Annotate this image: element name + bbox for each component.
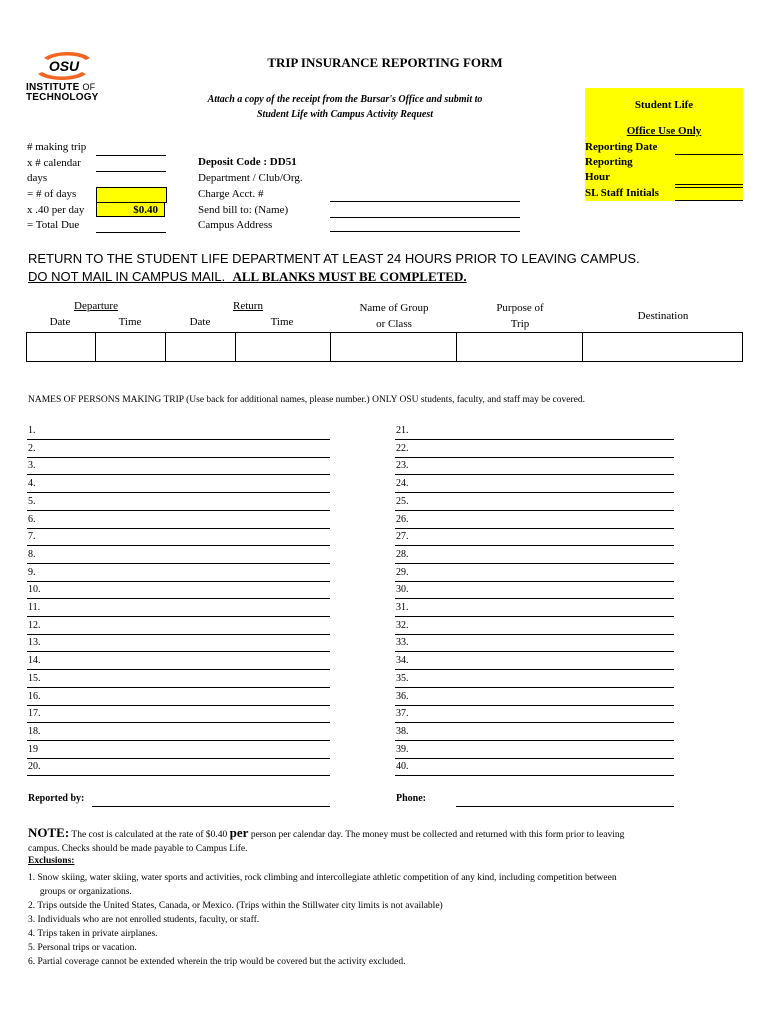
departure-date-header: Date xyxy=(49,316,71,328)
name-right-field[interactable] xyxy=(395,722,674,723)
office-box-title: Student Life xyxy=(634,99,694,111)
making-trip-label: # making trip xyxy=(27,141,87,153)
name-right-field[interactable] xyxy=(395,545,674,546)
name-right-field[interactable] xyxy=(395,457,674,458)
return-time-header: Time xyxy=(270,316,294,328)
exclusion-item: 4. Trips taken in private airplanes. xyxy=(28,929,158,939)
purpose-header-line2: Trip xyxy=(510,318,530,330)
name-right-number: 24. xyxy=(396,478,409,489)
name-right-field[interactable] xyxy=(395,510,674,511)
reported-by-field[interactable] xyxy=(92,806,330,807)
name-right-field[interactable] xyxy=(395,651,674,652)
charge-acct-field[interactable] xyxy=(330,201,520,202)
name-right-field[interactable] xyxy=(395,439,674,440)
hour-field-line2 xyxy=(675,187,743,188)
name-right-number: 29. xyxy=(396,567,409,578)
send-bill-label: Send bill to: (Name) xyxy=(198,204,289,216)
name-left-number: 17. xyxy=(28,708,41,719)
per-day-value: $0.40 xyxy=(96,202,165,217)
department-label: Department / Club/Org. xyxy=(198,172,303,184)
note-per: per xyxy=(229,825,249,840)
trip-table xyxy=(26,332,743,362)
exclusion-item: 5. Personal trips or vacation. xyxy=(28,943,137,953)
logo-line2: TECHNOLOGY xyxy=(26,92,99,103)
name-left-field[interactable] xyxy=(27,528,330,529)
note-text-c: campus. Checks should be made payable to Campus Life. xyxy=(28,844,248,854)
name-right-number: 40. xyxy=(396,761,409,772)
name-left-number: 10. xyxy=(28,584,41,595)
name-left-field[interactable] xyxy=(27,474,330,475)
name-left-number: 1. xyxy=(28,425,36,436)
subtitle-line1: Attach a copy of the receipt from the Bursar's Office and submit to xyxy=(207,94,483,105)
name-right-field[interactable] xyxy=(395,474,674,475)
cost-note xyxy=(28,826,740,856)
name-right-field[interactable] xyxy=(395,492,674,493)
all-blanks-text: ALL BLANKS MUST BE COMPLETED. xyxy=(232,269,467,284)
total-due-field[interactable] xyxy=(96,232,166,233)
reporting-label: Reporting xyxy=(585,156,633,168)
hour-field[interactable] xyxy=(675,184,743,185)
departure-date-cell[interactable] xyxy=(27,333,96,361)
exclusion-item: groups or organizations. xyxy=(28,887,132,897)
name-left-number: 14. xyxy=(28,655,41,666)
reported-by-label: Reported by: xyxy=(28,793,85,804)
phone-field[interactable] xyxy=(456,806,674,807)
name-right-field[interactable] xyxy=(395,581,674,582)
name-left-field[interactable] xyxy=(27,616,330,617)
calendar-label: x # calendar xyxy=(27,157,81,169)
name-right-number: 26. xyxy=(396,514,409,525)
purpose-header xyxy=(458,300,582,332)
name-left-field[interactable] xyxy=(27,510,330,511)
note-text-a: The cost is calculated at the rate of $0.40 xyxy=(71,830,228,840)
name-left-field[interactable] xyxy=(27,457,330,458)
return-notice xyxy=(28,250,640,286)
exclusion-item: 2. Trips outside the United States, Canada, or Mexico. (Trips within the Stillwater city limits is not available) xyxy=(28,901,443,911)
name-left-field[interactable] xyxy=(27,598,330,599)
name-left-field[interactable] xyxy=(27,492,330,493)
deposit-code: Deposit Code : DD51 xyxy=(198,156,297,168)
name-right-number: 38. xyxy=(396,726,409,737)
return-time-cell[interactable] xyxy=(236,333,331,361)
name-right-number: 33. xyxy=(396,637,409,648)
name-left-number: 12. xyxy=(28,620,41,631)
staff-initials-field[interactable] xyxy=(675,200,743,201)
name-left-number: 3. xyxy=(28,460,36,471)
name-left-field[interactable] xyxy=(27,563,330,564)
svg-text:OSU: OSU xyxy=(48,58,80,74)
name-left-field[interactable] xyxy=(27,439,330,440)
departure-time-cell[interactable] xyxy=(96,333,166,361)
name-right-number: 21. xyxy=(396,425,409,436)
name-right-number: 32. xyxy=(396,620,409,631)
name-left-field[interactable] xyxy=(27,634,330,635)
departure-time-header: Time xyxy=(118,316,142,328)
name-left-field[interactable] xyxy=(27,722,330,723)
group-header-line1: Name of Group xyxy=(359,302,429,314)
name-left-number: 13. xyxy=(28,637,41,648)
group-header xyxy=(332,300,456,332)
reporting-date-label: Reporting Date xyxy=(585,141,658,153)
charge-acct-label: Charge Acct. # xyxy=(198,188,264,200)
name-left-number: 15. xyxy=(28,673,41,684)
hour-label: Hour xyxy=(585,171,611,183)
name-left-field[interactable] xyxy=(27,581,330,582)
name-right-field[interactable] xyxy=(395,740,674,741)
destination-header: Destination xyxy=(637,310,689,322)
name-right-number: 36. xyxy=(396,691,409,702)
name-right-number: 35. xyxy=(396,673,409,684)
name-right-field[interactable] xyxy=(395,528,674,529)
name-right-field[interactable] xyxy=(395,775,674,776)
name-right-number: 30. xyxy=(396,584,409,595)
campus-address-label: Campus Address xyxy=(198,219,273,231)
name-right-field[interactable] xyxy=(395,669,674,670)
group-header-line2: or Class xyxy=(376,318,412,330)
name-right-number: 27. xyxy=(396,531,409,542)
return-notice-line2 xyxy=(28,268,640,286)
name-left-number: 5. xyxy=(28,496,36,507)
name-right-number: 23. xyxy=(396,460,409,471)
office-use-only-label: Office Use Only xyxy=(626,125,702,137)
name-right-field[interactable] xyxy=(395,758,674,759)
campus-address-field[interactable] xyxy=(330,231,520,232)
name-left-field[interactable] xyxy=(27,687,330,688)
reporting-date-field[interactable] xyxy=(675,154,743,155)
subtitle-line2: Student Life with Campus Activity Request xyxy=(256,109,434,120)
exclusion-item: 6. Partial coverage cannot be extended wherein the trip would be covered but the activity excluded. xyxy=(28,957,406,967)
name-left-number: 4. xyxy=(28,478,36,489)
name-left-number: 9. xyxy=(28,567,36,578)
logo-line1: INSTITUTE xyxy=(26,82,80,93)
phone-label: Phone: xyxy=(396,793,426,804)
name-left-number: 7. xyxy=(28,531,36,542)
exclusions-title: Exclusions: xyxy=(28,856,75,866)
name-left-field[interactable] xyxy=(27,740,330,741)
note-text-b: person per calendar day. The money must be collected and returned with this form prior to leaving xyxy=(250,830,625,840)
exclusion-item: 1. Snow skiing, water skiing, water sports and activities, rock climbing and intercollegiate athletic competition of any kind, including competition between xyxy=(28,873,617,883)
staff-initials-label: SL Staff Initials xyxy=(585,187,659,199)
exclusion-item: 3. Individuals who are not enrolled students, faculty, or staff. xyxy=(28,915,260,925)
name-left-field[interactable] xyxy=(27,775,330,776)
purpose-cell[interactable] xyxy=(457,333,583,361)
form-subtitle xyxy=(170,92,520,122)
name-left-field[interactable] xyxy=(27,669,330,670)
name-right-number: 25. xyxy=(396,496,409,507)
name-left-number: 2. xyxy=(28,443,36,454)
name-right-number: 22. xyxy=(396,443,409,454)
name-left-field[interactable] xyxy=(27,758,330,759)
form-title: TRIP INSURANCE REPORTING FORM xyxy=(267,55,503,70)
name-right-number: 37. xyxy=(396,708,409,719)
name-right-field[interactable] xyxy=(395,616,674,617)
return-notice-line1: RETURN TO THE STUDENT LIFE DEPARTMENT AT LEAST 24 HOURS PRIOR TO LEAVING CAMPUS. xyxy=(28,251,640,266)
purpose-header-line1: Purpose of xyxy=(496,302,544,314)
name-left-number: 6. xyxy=(28,514,36,525)
name-right-field[interactable] xyxy=(395,598,674,599)
name-right-number: 34. xyxy=(396,655,409,666)
departure-header: Departure xyxy=(74,300,118,312)
name-left-number: 18. xyxy=(28,726,41,737)
logo-line1-suffix: OF xyxy=(82,82,96,92)
name-right-number: 31. xyxy=(396,602,409,613)
name-left-number: 19 xyxy=(28,744,38,755)
num-days-field[interactable] xyxy=(96,187,167,203)
note-label: NOTE: xyxy=(28,825,70,840)
name-right-field[interactable] xyxy=(395,705,674,706)
destination-cell[interactable] xyxy=(583,333,742,361)
name-left-number: 8. xyxy=(28,549,36,560)
return-date-header: Date xyxy=(189,316,211,328)
name-right-field[interactable] xyxy=(395,634,674,635)
name-left-field[interactable] xyxy=(27,651,330,652)
name-left-number: 20. xyxy=(28,761,41,772)
name-right-field[interactable] xyxy=(395,563,674,564)
logo-text xyxy=(26,82,99,103)
names-header: NAMES OF PERSONS MAKING TRIP (Use back for additional names, please number.) ONLY OSU students, faculty, and staff may be covered. xyxy=(28,395,585,405)
name-left-number: 11. xyxy=(28,602,41,613)
name-right-number: 28. xyxy=(396,549,409,560)
return-date-cell[interactable] xyxy=(166,333,236,361)
name-left-field[interactable] xyxy=(27,545,330,546)
total-due-label: = Total Due xyxy=(27,219,80,231)
calendar-days-field[interactable] xyxy=(96,171,166,172)
making-trip-field[interactable] xyxy=(96,155,166,156)
name-right-number: 39. xyxy=(396,744,409,755)
name-right-field[interactable] xyxy=(395,687,674,688)
return-header: Return xyxy=(233,300,263,312)
name-left-field[interactable] xyxy=(27,705,330,706)
num-days-label: = # of days xyxy=(27,188,77,200)
days-label: days xyxy=(27,172,48,184)
send-bill-field[interactable] xyxy=(330,217,520,218)
group-cell[interactable] xyxy=(331,333,457,361)
per-day-label: x .40 per day xyxy=(27,204,85,216)
name-left-number: 16. xyxy=(28,691,41,702)
do-not-mail-text: DO NOT MAIL IN CAMPUS MAIL. xyxy=(28,269,226,284)
office-use-box xyxy=(585,88,743,201)
